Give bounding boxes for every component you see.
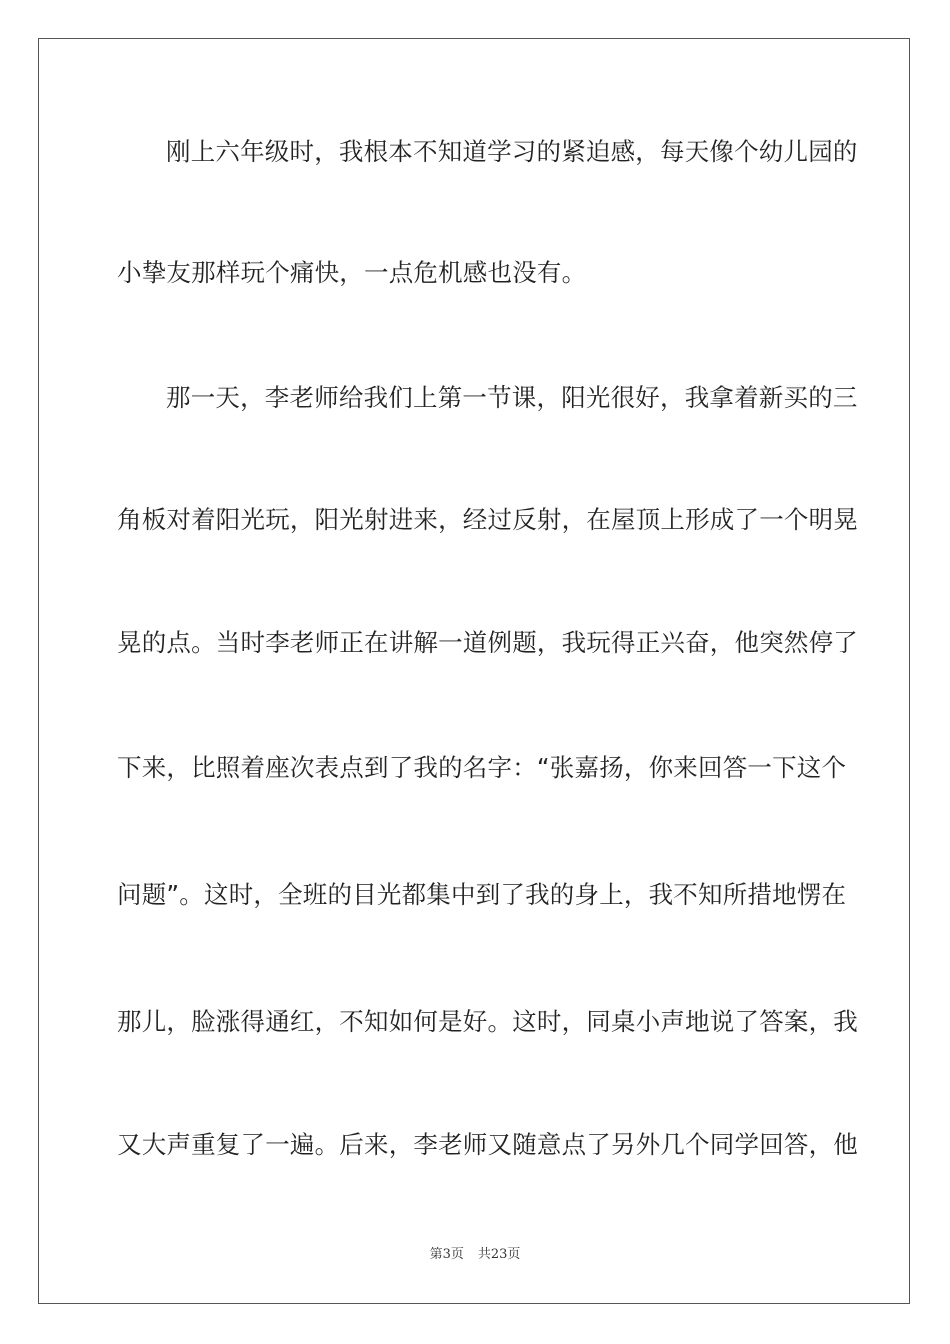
paragraph-1-line-2: 小挚友那样玩个痛快，一点危机感也没有。 bbox=[117, 258, 587, 287]
paragraph-2-line-5: 问题”。这时，全班的目光都集中到了我的身上，我不知所措地愣在 bbox=[117, 880, 847, 909]
page-border bbox=[38, 38, 910, 1304]
page-footer bbox=[0, 1246, 950, 1264]
page-number: 第3页 bbox=[429, 1247, 464, 1262]
paragraph-1-line-1: 刚上六年级时，我根本不知道学习的紧迫感，每天像个幼儿园的 bbox=[166, 137, 858, 166]
paragraph-2-line-7: 又大声重复了一遍。后来，李老师又随意点了另外几个同学回答，他 bbox=[117, 1130, 858, 1159]
paragraph-2-line-1: 那一天，李老师给我们上第一节课，阳光很好，我拿着新买的三 bbox=[166, 383, 858, 412]
paragraph-2-line-3: 晃的点。当时李老师正在讲解一道例题，我玩得正兴奋，他突然停了 bbox=[117, 628, 858, 657]
paragraph-2-line-6: 那儿，脸涨得通红，不知如何是好。这时，同桌小声地说了答案，我 bbox=[117, 1007, 858, 1036]
paragraph-2-line-4: 下来，比照着座次表点到了我的名字：“张嘉扬，你来回答一下这个 bbox=[117, 753, 847, 782]
page-total: 共23页 bbox=[477, 1247, 521, 1262]
paragraph-2-line-2: 角板对着阳光玩，阳光射进来，经过反射，在屋顶上形成了一个明晃 bbox=[117, 505, 858, 534]
